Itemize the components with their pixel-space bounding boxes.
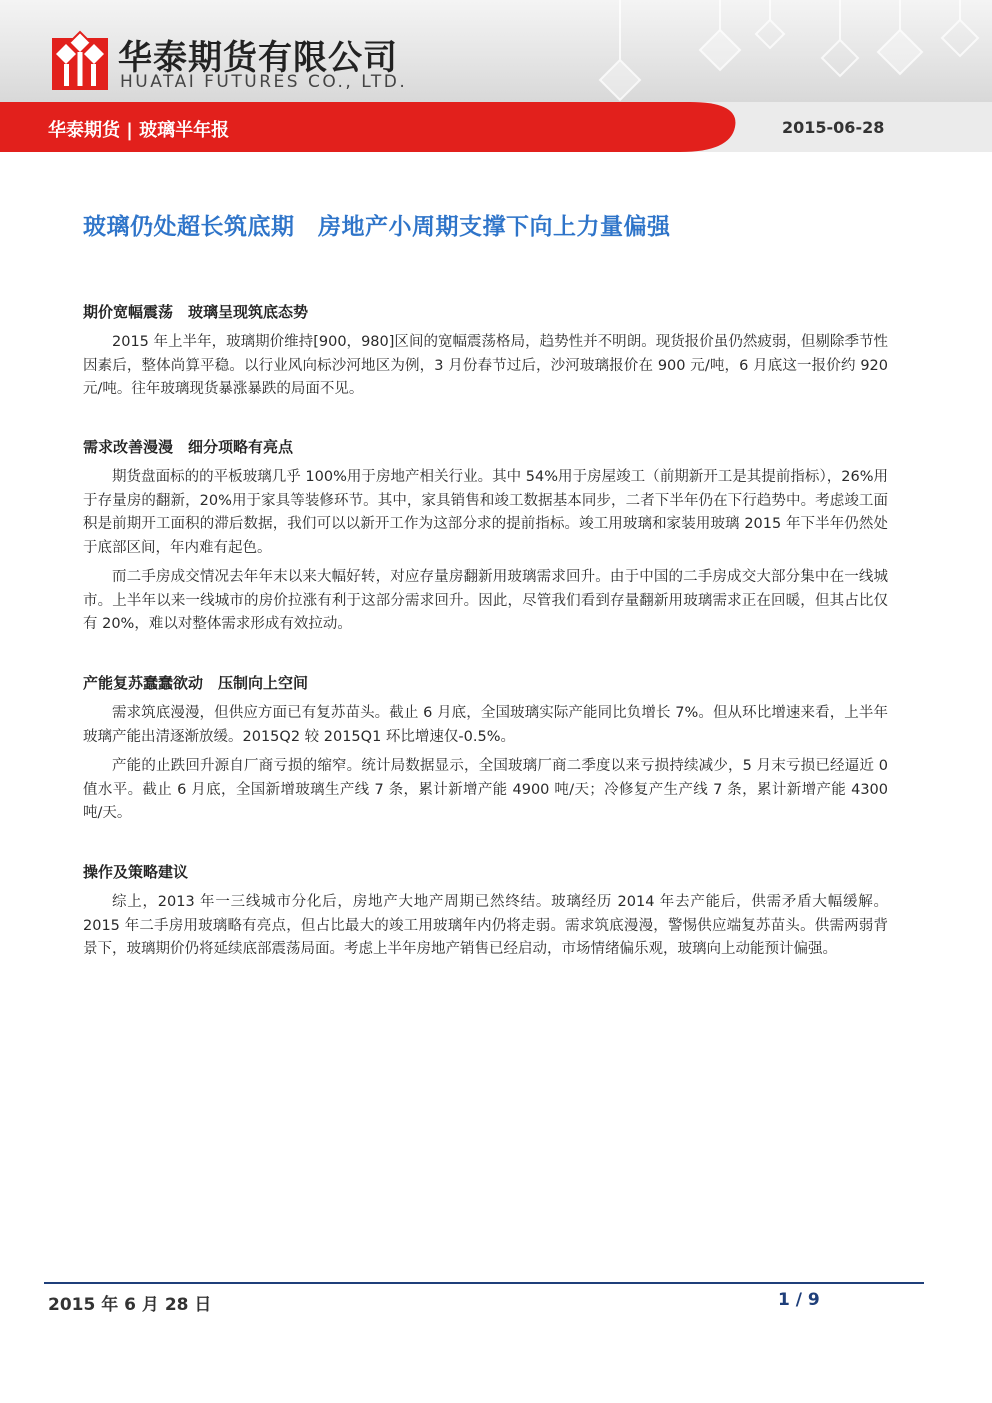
paragraph: 产能的止跌回升源自厂商亏损的缩窄。统计局数据显示，全国玻璃厂商二季度以来亏损持续减少，5 月末亏损已经逼近 0 值水平。截止 6 月底，全国新增玻璃生产线 7 条，累计新增产能 4900 吨/天；冷修复产生产线 7 条，累计新增产能 4300 吨/天。 [83, 758, 888, 821]
paragraph: 期货盘面标的的平板玻璃几乎 100%用于房地产相关行业。其中 54%用于房屋竣工（前期新开工是其提前指标），26%用于存量房的翻新，20%用于家具等装修环节。其中，家具销售和竣工数据基本同步，二者下半年仍在下行趋势中。考虑竣工面积是前期开工面积的滞后数据，我们可以以新开工作为这部分求的提前指标。竣工用玻璃和家装用玻璃 2015 年下半年仍然处于底部区间，年内难有起色。 [83, 469, 888, 556]
paragraph: 综上，2013 年一三线城市分化后，房地产大地产周期已然终结。玻璃经历 2014 年去产能后，供需矛盾大幅缓解。2015 年二手房用玻璃略有亮点，但占比最大的竣工用玻璃年内仍将走弱。需求筑底漫漫，警惕供应端复苏苗头。供需两弱背景下，玻璃期价仍将延续底部震荡局面。考虑上半年房地产销售已经启动，市场情绪偏乐观，玻璃向上动能预计偏强。 [83, 894, 888, 957]
report-bar [0, 102, 992, 152]
section-heading: 期价宽幅震荡 玻璃呈现筑底态势 [83, 303, 309, 321]
paragraph: 2015 年上半年，玻璃期价维持[900，980]区间的宽幅震荡格局，趋势性并不明朗。现货报价虽仍然疲弱，但剔除季节性因素后，整体尚算平稳。以行业风向标沙河地区为例，3 月份春节过后，沙河玻璃报价在 900 元/吨，6 月底这一报价约 920 元/吨。往年玻璃现货暴涨暴跌的局面不见。 [83, 334, 888, 397]
section-heading: 操作及策略建议 [83, 863, 189, 881]
header-band [0, 0, 992, 102]
section-price [83, 301, 888, 402]
report-tag: 华泰期货 | 玻璃半年报 [48, 120, 230, 141]
section-capacity [83, 672, 888, 826]
header-decoration [560, 0, 992, 102]
section-strategy [83, 861, 888, 962]
footer-date: 2015 年 6 月 28 日 [48, 1295, 212, 1315]
company-logo-icon [52, 28, 108, 90]
company-name-en: HUATAI FUTURES CO., LTD. [120, 72, 408, 92]
company-name-cn: 华泰期货有限公司 [118, 38, 398, 78]
paragraph: 需求筑底漫漫，但供应方面已有复苏苗头。截止 6 月底，全国玻璃实际产能同比负增长 7%。但从环比增速来看，上半年玻璃产能出清逐渐放缓。2015Q2 较 2015Q1 环比增速仅-0.5%。 [83, 705, 888, 745]
section-heading: 需求改善漫漫 细分项略有亮点 [83, 438, 294, 456]
page-number: 1 / 9 [778, 1290, 820, 1310]
report-date: 2015-06-28 [782, 118, 885, 137]
paragraph: 而二手房成交情况去年年末以来大幅好转，对应存量房翻新用玻璃需求回升。由于中国的二手房成交大部分集中在一线城市。上半年以来一线城市的房价拉涨有利于这部分需求回升。因此，尽管我们看到存量翻新用玻璃需求正在回暖，但其占比仅有 20%，难以对整体需求形成有效拉动。 [83, 569, 888, 632]
section-demand [83, 436, 888, 637]
section-heading: 产能复苏蠢蠢欲动 压制向上空间 [83, 674, 309, 692]
footer-divider [44, 1282, 924, 1284]
page-title: 玻璃仍处超长筑底期 房地产小周期支撑下向上力量偏强 [83, 214, 671, 240]
